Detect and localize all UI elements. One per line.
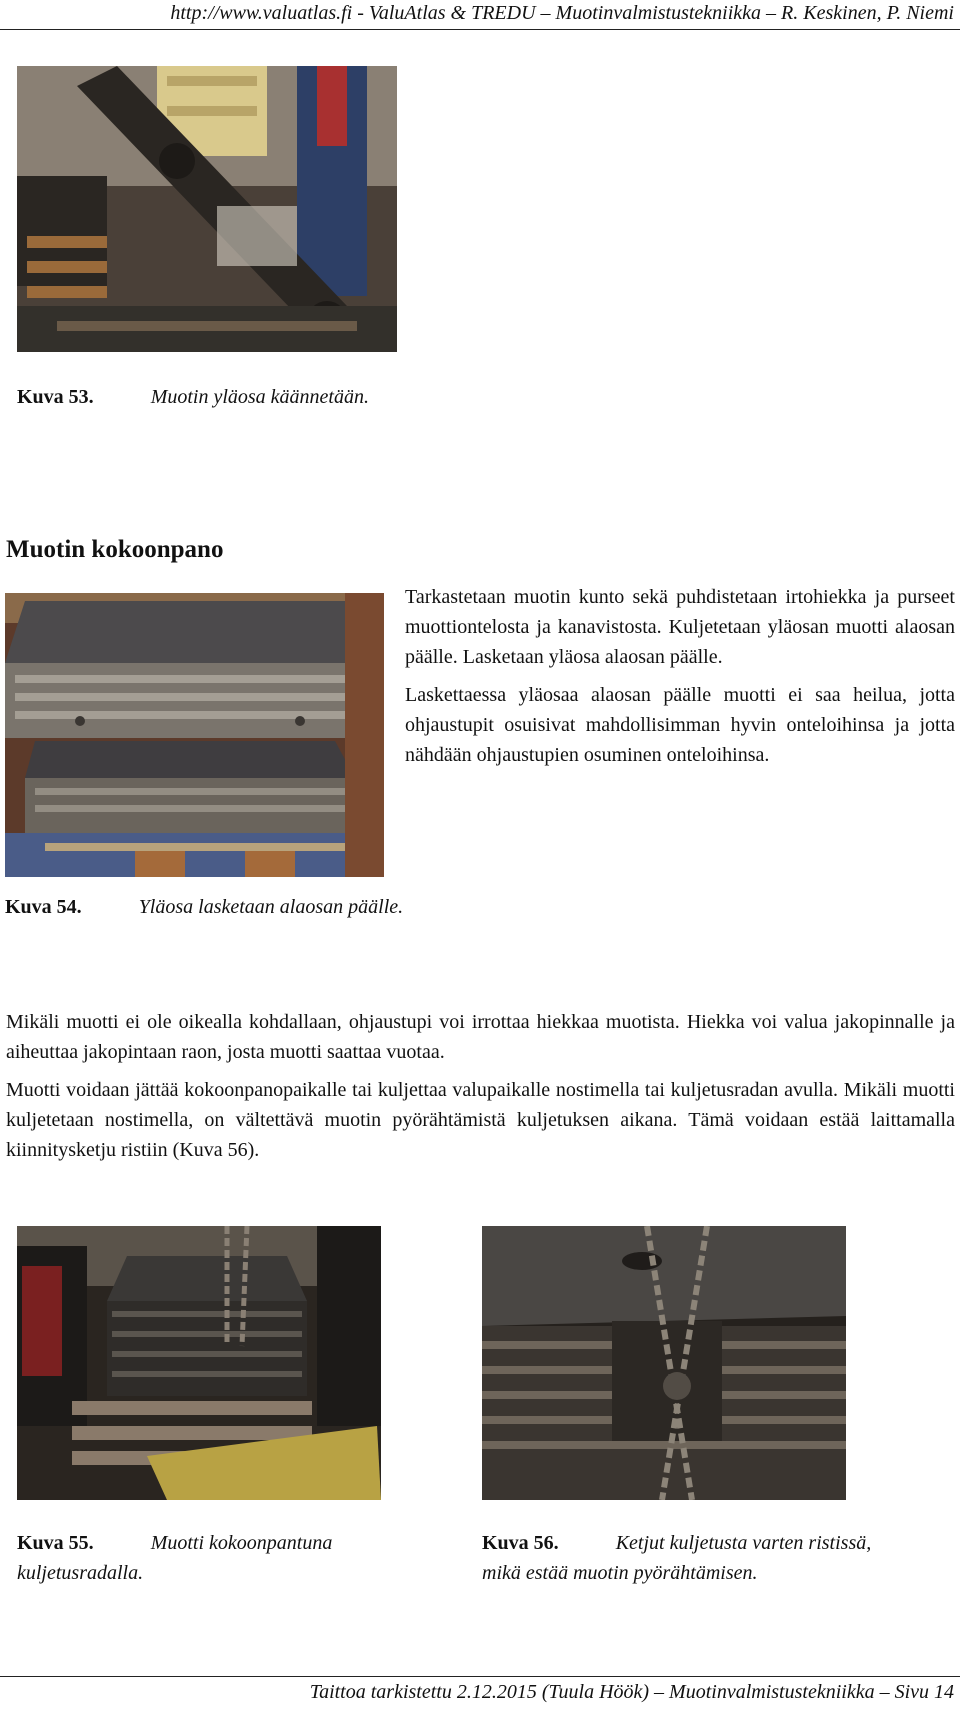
figure-caption-text: Muotin yläosa käännetään. [150, 386, 369, 408]
paragraph-lowering: Laskettaessa yläosaa alaosan päälle muotti ei saa heilua, jotta ohjaustupit osuisivat mahdollisimman hyvin onteloihinsa ja jotta nähdään ohjaustupien osuminen onteloihinsa. [405, 684, 955, 766]
paragraph-block-full [6, 1007, 955, 1165]
photo-mold-top-turned [17, 66, 397, 352]
photo-mold-halves-stacked [5, 593, 384, 877]
paragraph-misalignment: Mikäli muotti ei ole oikealla kohdallaan, ohjaustupi voi irrottaa hiekkaa muotista. Hiekka voi valua jakopinnalle ja aiheuttaa jakopintaan raon, josta muotti saattaa vuotaa. [6, 1011, 955, 1063]
figure-54-caption [5, 892, 403, 922]
photo-mold-on-conveyor [17, 1226, 381, 1500]
figure-caption-text: Ketjut kuljetusta varten ristissä, [615, 1532, 872, 1554]
figure-caption-text: mikä estää muotin pyörähtämisen. [482, 1562, 758, 1584]
figure-number: Kuva 55. [17, 1532, 94, 1554]
figure-number: Kuva 54. [5, 896, 82, 918]
figure-caption-text: Muotti kokoonpantuna [150, 1532, 333, 1554]
figure-caption-text: Yläosa lasketaan alaosan päälle. [138, 896, 404, 918]
figure-55-caption-continued [17, 1558, 143, 1588]
figure-number: Kuva 56. [482, 1532, 559, 1554]
figure-53-caption [17, 382, 369, 412]
figure-56-caption [482, 1528, 871, 1558]
figure-55-caption [17, 1528, 332, 1558]
page-footer: Taittoa tarkistettu 2.12.2015 (Tuula Höök) – Muotinvalmistustekniikka – Sivu 14 [0, 1676, 960, 1710]
paragraph-inspection: Tarkastetaan muotin kunto sekä puhdistetaan irtohiekka ja purseet muottiontelosta ja kanavistosta. Kuljetetaan yläosan muotti alaosan päälle. Lasketaan yläosa alaosan päälle. [405, 586, 955, 668]
section-title: Muotin kokoonpano [6, 536, 224, 563]
photo-crossed-chains [482, 1226, 846, 1500]
figure-number: Kuva 53. [17, 386, 94, 408]
paragraph-transport: Muotti voidaan jättää kokoonpanopaikalle tai kuljettaa valupaikalle nostimella tai kuljetusradan avulla. Mikäli muotti kuljetetaan nostimella, on vältettävä muotin pyörähtämistä kuljetuksen aikana. Tämä voidaan estää laittamalla kiinnitysketju ristiin (Kuva 56). [6, 1079, 955, 1161]
figure-56-caption-continued [482, 1558, 758, 1588]
figure-caption-text: kuljetusradalla. [17, 1562, 144, 1584]
paragraph-block-right [405, 582, 955, 770]
page-header: http://www.valuatlas.fi - ValuAtlas & TREDU – Muotinvalmistustekniikka – R. Keskinen, P. Niemi [0, 0, 960, 30]
